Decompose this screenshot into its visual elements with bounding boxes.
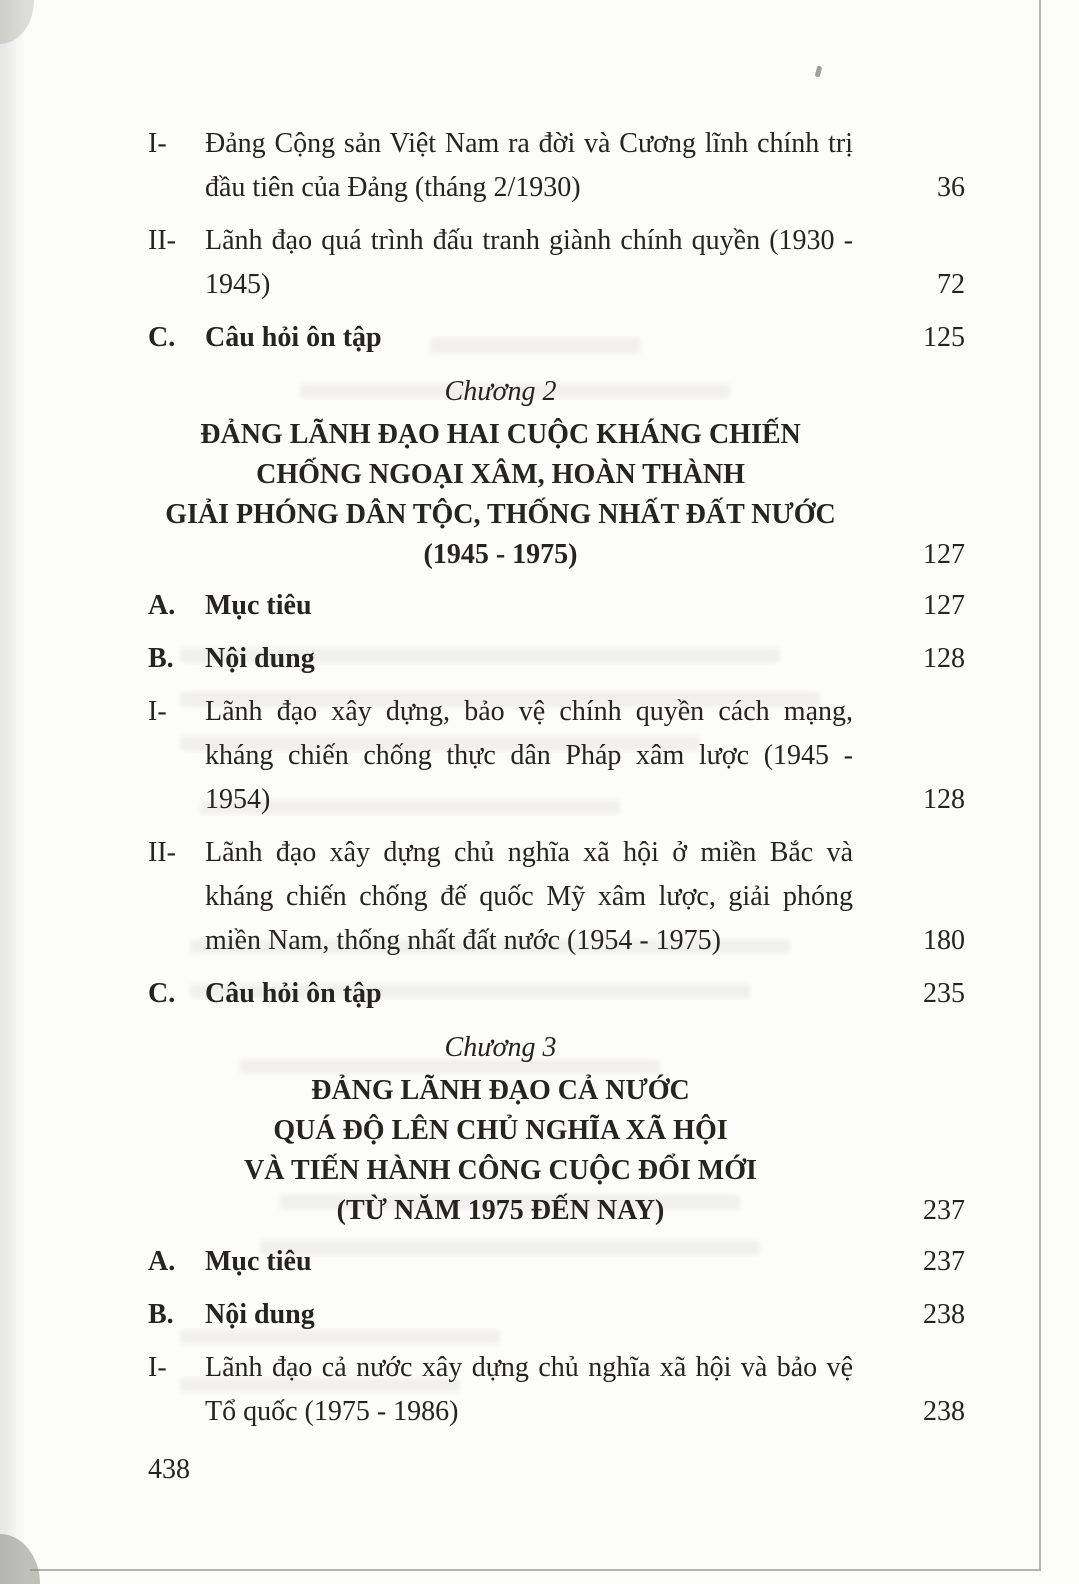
entry-title: Lãnh đạo cả nước xây dựng chủ nghĩa xã hội và bảo vệ Tổ quốc (1975 - 1986)	[205, 1352, 853, 1427]
scan-corner-artifact-top-left	[0, 0, 34, 44]
entry-label: I-	[148, 1352, 167, 1383]
toc-entry	[148, 219, 965, 307]
toc-entry	[148, 972, 965, 1016]
page-number-footer: 438	[148, 1454, 190, 1485]
entry-title: Lãnh đạo xây dựng chủ nghĩa xã hội ở miền Bắc và kháng chiến chống đế quốc Mỹ xâm lược, giải phóng miền Nam, thống nhất đất nước (1954 - 1975)	[205, 837, 853, 956]
toc-entry	[148, 1346, 965, 1434]
chapter-heading-block	[148, 1025, 965, 1231]
entry-title: Nội dung	[205, 643, 315, 674]
chapter-number-label: Chương 3	[444, 1032, 557, 1063]
chapter-title-line: QUÁ ĐỘ LÊN CHỦ NGHĨA XÃ HỘI	[273, 1115, 728, 1146]
chapter-title-last-row	[148, 535, 965, 575]
entry-title: Câu hỏi ôn tập	[205, 978, 382, 1009]
chapter-title-last-row	[148, 1191, 965, 1231]
entry-page-number: 180	[923, 925, 965, 956]
entry-page-number: 127	[923, 590, 965, 621]
entry-page-number: 125	[923, 322, 965, 353]
entry-page-number: 128	[923, 643, 965, 674]
entry-label: I-	[148, 128, 167, 159]
entry-title: Mục tiêu	[205, 1246, 312, 1277]
toc-entry	[148, 584, 965, 628]
chapter-title-line: ĐẢNG LÃNH ĐẠO CẢ NƯỚC	[311, 1075, 690, 1106]
chapter-title-line: GIẢI PHÓNG DÂN TỘC, THỐNG NHẤT ĐẤT NƯỚC	[165, 499, 836, 530]
chapter-heading-block	[148, 369, 965, 575]
entry-page-number: 238	[923, 1299, 965, 1330]
entry-title: Mục tiêu	[205, 590, 312, 621]
entry-label: C.	[148, 322, 176, 353]
entry-title: Nội dung	[205, 1299, 315, 1330]
entry-label: II-	[148, 837, 176, 868]
entry-page-number: 128	[923, 784, 965, 815]
chapter-number-label: Chương 2	[444, 376, 557, 407]
entry-title: Lãnh đạo xây dựng, bảo vệ chính quyền cách mạng, kháng chiến chống thực dân Pháp xâm lược (1945 - 1954)	[205, 696, 853, 815]
entry-label: B.	[148, 643, 174, 674]
toc-entry	[148, 637, 965, 681]
chapter-title-line: (TỪ NĂM 1975 ĐẾN NAY)	[336, 1195, 665, 1226]
chapter-title-line: VÀ TIẾN HÀNH CÔNG CUỘC ĐỔI MỚI	[244, 1155, 757, 1186]
scan-page-edge-line-right	[1039, 0, 1041, 1571]
entry-page-number: 36	[937, 172, 965, 203]
chapter-title-line: CHỐNG NGOẠI XÂM, HOÀN THÀNH	[256, 459, 745, 490]
entry-page-number: 235	[923, 978, 965, 1009]
toc-entry	[148, 316, 965, 360]
toc-entry	[148, 1293, 965, 1337]
entry-label: II-	[148, 225, 176, 256]
entry-title: Lãnh đạo quá trình đấu tranh giành chính quyền (1930 - 1945)	[205, 225, 853, 300]
toc-entry	[148, 122, 965, 210]
toc-entry	[148, 1240, 965, 1284]
table-of-contents	[148, 122, 965, 1443]
scan-page-edge-line-bottom	[30, 1569, 1041, 1571]
chapter-title-line: (1945 - 1975)	[423, 539, 578, 570]
chapter-page-number: 127	[923, 539, 965, 570]
entry-page-number: 72	[937, 269, 965, 300]
toc-entry	[148, 690, 965, 822]
entry-label: I-	[148, 696, 167, 727]
entry-page-number: 238	[923, 1396, 965, 1427]
entry-title: Đảng Cộng sản Việt Nam ra đời và Cương lĩnh chính trị đầu tiên của Đảng (tháng 2/1930)	[205, 128, 853, 203]
entry-label: A.	[148, 1246, 176, 1277]
chapter-title-line: ĐẢNG LÃNH ĐẠO HAI CUỘC KHÁNG CHIẾN	[200, 419, 801, 450]
entry-label: C.	[148, 978, 176, 1009]
entry-page-number: 237	[923, 1246, 965, 1277]
entry-title: Câu hỏi ôn tập	[205, 322, 382, 353]
toc-entry	[148, 831, 965, 963]
chapter-page-number: 237	[923, 1195, 965, 1226]
entry-label: A.	[148, 590, 176, 621]
scan-speck-artifact	[815, 66, 823, 78]
scan-edge-shadow-left	[0, 0, 26, 1584]
scan-corner-artifact-bottom-left	[0, 1534, 40, 1584]
entry-label: B.	[148, 1299, 174, 1330]
